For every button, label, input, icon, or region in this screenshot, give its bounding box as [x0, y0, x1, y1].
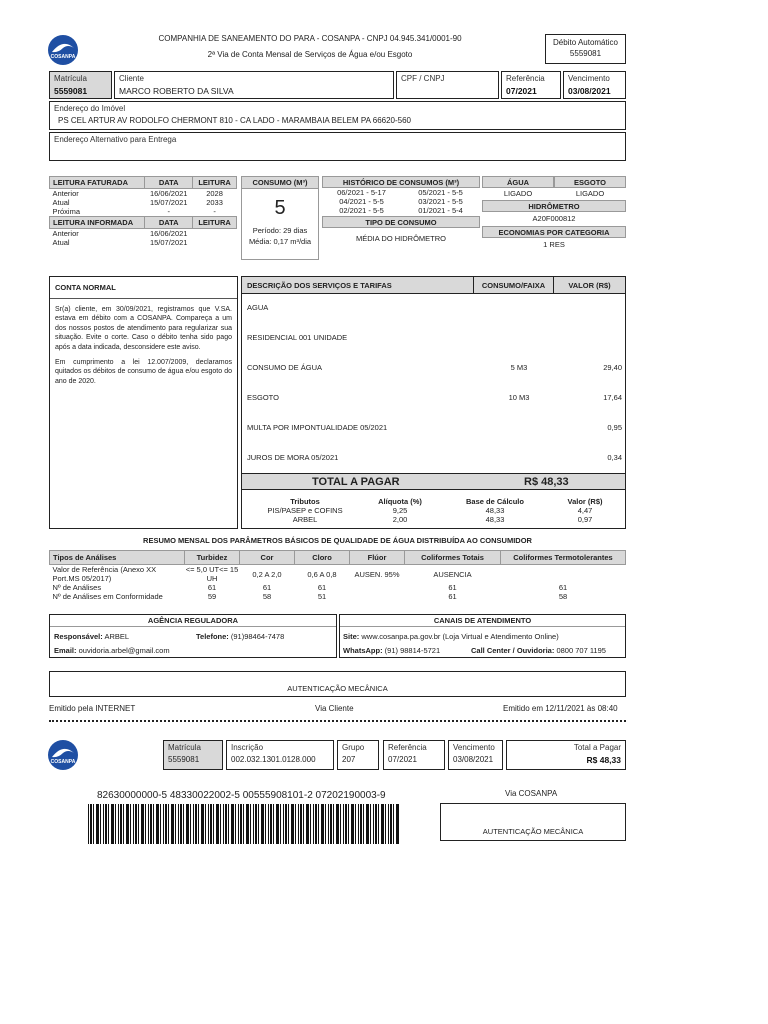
table-row: 06/2021 - 5-17 05/2021 - 5-5	[337, 188, 463, 197]
cliente-label: Cliente	[119, 74, 144, 83]
whatsapp-label: WhatsApp:	[343, 646, 383, 655]
barcode	[88, 804, 400, 844]
table-row: Próxima - -	[52, 207, 216, 216]
hidrometro-header: HIDRÔMETRO	[482, 200, 626, 212]
referencia-value: 07/2021	[506, 86, 537, 96]
tributos-table: Tributos Alíquota (%) Base de Cálculo Valor (R$) PIS/PASEP e COFINS 9,25 48,33 4,47 ARBEL 2,00 48,33 0,97	[250, 497, 620, 524]
historico-header: HISTÓRICO DE CONSUMOS (M³)	[322, 176, 480, 188]
table-row: 02/2021 - 5-5 01/2021 - 5-4	[339, 206, 463, 215]
stub-autenticacao-label: AUTENTICAÇÃO MECÂNICA	[482, 827, 584, 836]
telefone-value: (91)98464-7478	[230, 632, 285, 641]
conta-normal-title: CONTA NORMAL	[55, 283, 116, 292]
tipo-consumo-value: MÉDIA DO HIDRÔMETRO	[355, 234, 446, 243]
canais-header: CANAIS DE ATENDIMENTO	[340, 615, 625, 627]
servicos-box	[241, 276, 626, 529]
endereco-alt-box	[49, 132, 626, 161]
cpf-label: CPF / CNPJ	[401, 74, 445, 83]
stub-referencia-value: 07/2021	[388, 755, 417, 764]
endereco-alt-label: Endereço Alternativo para Entrega	[54, 135, 177, 144]
table-row: PIS/PASEP e COFINS 9,25 48,33 4,47	[267, 506, 593, 515]
conta-normal-box	[49, 276, 238, 529]
stub-referencia-box: Referência 07/2021	[383, 740, 445, 770]
debito-value: 5559081	[569, 49, 602, 58]
endereco-value: PS CEL ARTUR AV RODOLFO CHERMONT 810 - CA LADO - MARAMBAIA BELEM PA 66620-560	[58, 116, 412, 125]
endereco-box	[49, 101, 626, 130]
table-row: Anterior 16/06/2021 2028	[52, 189, 223, 198]
consumo-periodo: Período: 29 dias	[252, 226, 308, 235]
consumo-header: CONSUMO (M³)	[242, 177, 318, 189]
telefone-label: Telefone:	[196, 632, 229, 641]
barcode-number: 82630000000-5 48330022002-5 00555908101-2 07202190003-9	[97, 790, 386, 801]
callcenter-value: 0800 707 1195	[556, 646, 606, 655]
table-row: 04/2021 - 5-5 03/2021 - 5-5	[339, 197, 463, 206]
company-logo	[46, 34, 80, 66]
servicos-desc-header: DESCRIÇÃO DOS SERVIÇOS E TARIFAS	[242, 277, 474, 293]
servicos-valor-header: VALOR (R$)	[568, 281, 611, 290]
agua-esgoto-section	[482, 176, 626, 250]
company-name: COMPANHIA DE SANEAMENTO DO PARA - COSANPA - CNPJ 04.945.341/0001-90	[158, 34, 462, 43]
service-row: CONSUMO DE ÁGUA 5 M3 29,40	[247, 363, 622, 372]
canais-box	[339, 614, 626, 658]
emitido-por: Emitido pela INTERNET	[49, 704, 136, 713]
stub-grupo-box: Grupo 207	[337, 740, 379, 770]
referencia-box	[501, 71, 561, 99]
autenticacao-label: AUTENTICAÇÃO MECÂNICA	[287, 684, 388, 693]
stub-inscricao-value: 002.032.1301.0128.000	[231, 755, 316, 764]
tipo-consumo-header: TIPO DE CONSUMO	[322, 216, 480, 228]
via-cosanpa: Via COSANPA	[505, 789, 558, 798]
stub-matricula-box: Matrícula 5559081	[163, 740, 223, 770]
table-row: Nº de Análises 61 61 61 61 61	[52, 583, 568, 592]
economias-header: ECONOMIAS POR CATEGORIA	[482, 226, 626, 238]
table-row: Atual 15/07/2021 2033	[52, 198, 223, 207]
email-label: Email:	[54, 646, 77, 655]
cpf-box	[396, 71, 499, 99]
table-row: Atual 15/07/2021	[52, 238, 188, 247]
stub-total-box: Total a Pagar R$ 48,33	[506, 740, 626, 770]
cliente-box	[114, 71, 394, 99]
qualidade-title: RESUMO MENSAL DOS PARÂMETROS BÁSICOS DE QUALIDADE DE ÁGUA DISTRIBUÍDA AO CONSUMIDOR	[143, 536, 532, 545]
stub-inscricao-box: Inscrição 002.032.1301.0128.000	[226, 740, 334, 770]
via-cliente: Via Cliente	[315, 704, 354, 713]
vencimento-label: Vencimento	[568, 74, 610, 83]
responsavel-label: Responsável:	[54, 632, 103, 641]
stub-grupo-value: 207	[342, 755, 356, 764]
consumo-section	[241, 176, 319, 260]
service-row: ESGOTO 10 M3 17,64	[247, 393, 622, 402]
responsavel-value: ARBEL	[104, 632, 130, 641]
stub-logo-text: COSANPA	[50, 759, 76, 765]
cut-line	[49, 720, 626, 722]
total-label: TOTAL A PAGAR	[312, 476, 400, 488]
stub-total-value: R$ 48,33	[586, 755, 621, 765]
service-row: AGUA	[247, 303, 269, 312]
total-bar	[242, 473, 625, 490]
vencimento-box	[563, 71, 626, 99]
consumo-value: 5	[274, 197, 286, 219]
agencia-box	[49, 614, 337, 658]
esgoto-value: LIGADO	[575, 189, 605, 198]
leitura-data-header: DATA	[145, 177, 193, 189]
leitura-leitura-header: LEITURA	[193, 177, 237, 189]
conta-normal-text-2: Em cumprimento a lei 12.007/2009, declaramos quitados os débitos de consumo de água e/ou esgoto do ano de 2020.	[55, 359, 232, 385]
leitura-informada-header: LEITURA INFORMADA	[50, 217, 145, 229]
stub-vencimento-box: Vencimento 03/08/2021	[448, 740, 503, 770]
whatsapp-value: (91) 98814-5721	[384, 646, 441, 655]
matricula-label: Matrícula	[54, 74, 87, 83]
referencia-label: Referência	[506, 74, 545, 83]
table-row: Anterior 16/06/2021	[52, 229, 188, 238]
site-label: Site:	[343, 632, 360, 641]
cliente-value: MARCO ROBERTO DA SILVA	[119, 86, 234, 96]
economias-value: 1 RES	[543, 240, 565, 249]
esgoto-header: ESGOTO	[554, 176, 626, 188]
table-row: Valor de Referência (Anexo XX Port.MS 05/2017) <= 5,0 UT<= 15 UH 0,2 A 2,0 0,6 A 0,8 AUSEN. 95% AUSENCIA	[52, 565, 472, 583]
qualidade-table: Tipos de Análises Turbidez Cor Cloro Flúor Coliformes Totais Coliformes Termotolerantes Valor de Referência (Anexo XX Port.MS 05/2017) <= 5,0 UT<= 15 UH 0,2 A 2,0 0,6 A 0,8 AUSEN. 95% AUSENCIA Nº de Análises 61 61 61 61 61 Nº de Análises em Conformidade 59 58 51 61 58	[49, 550, 626, 601]
servicos-faixa-header: CONSUMO/FAIXA	[474, 277, 554, 293]
endereco-label: Endereço do Imóvel	[54, 104, 126, 113]
leitura-section: LEITURA FATURADA DATA LEITURA Anterior 16/06/2021 2028 Atual 15/07/2021 2033 Próxima - - LEITURA INFORMADA DATA LEITURA Anterior 16/06/2021 Atual 15/07/2021	[49, 176, 237, 247]
total-value: R$ 48,33	[524, 476, 569, 488]
service-row: JUROS DE MORA 05/2021 0,34	[247, 453, 622, 462]
stub-matricula-value: 5559081	[168, 755, 200, 764]
email-value: ouvidoria.arbel@gmail.com	[78, 646, 170, 655]
historico-section	[322, 176, 480, 243]
matricula-value: 5559081	[54, 86, 88, 96]
consumo-media: Média: 0,17 m³/dia	[248, 237, 312, 246]
vencimento-value: 03/08/2021	[568, 86, 611, 96]
agua-header: ÁGUA	[482, 176, 554, 188]
autenticacao-box	[49, 671, 626, 697]
logo-text: COSANPA	[50, 54, 76, 60]
table-row: ARBEL 2,00 48,33 0,97	[292, 515, 593, 524]
service-row: MULTA POR IMPONTUALIDADE 05/2021 0,95	[247, 423, 622, 432]
service-row: RESIDENCIAL 001 UNIDADE	[247, 333, 348, 342]
conta-normal-text-1: Sr(a) cliente, em 30/09/2021, registramos que V.SA. estava em débito com a COSANPA. Compareça a um dos nossos postos de atendimento para regularizar sua situação. Evite o corte. Caso o débito tenha sido pago após a data indicada, desconsidere este aviso.	[55, 306, 232, 351]
site-link[interactable]: www.cosanpa.pa.gov.br (Loja Virtual e Atendimento Online)	[361, 632, 559, 641]
stub-vencimento-value: 03/08/2021	[453, 755, 494, 764]
agua-value: LIGADO	[503, 189, 533, 198]
matricula-box	[49, 71, 112, 99]
debito-automatico-box	[545, 34, 626, 64]
bill-subtitle: 2ª Via de Conta Mensal de Serviços de Água e/ou Esgoto	[207, 50, 413, 59]
table-row: Nº de Análises em Conformidade 59 58 51 61 58	[52, 592, 568, 601]
callcenter-label: Call Center / Ouvidoria:	[471, 646, 555, 655]
emitido-em: Emitido em 12/11/2021 às 08:40	[503, 704, 618, 713]
debito-label: Débito Automático	[553, 38, 618, 47]
leitura-faturada-header: LEITURA FATURADA	[50, 177, 145, 189]
agencia-header: AGÊNCIA REGULADORA	[50, 615, 336, 627]
hidrometro-value: A20F000812	[532, 214, 576, 223]
stub-logo	[46, 739, 80, 771]
stub-autenticacao-box	[440, 803, 626, 841]
